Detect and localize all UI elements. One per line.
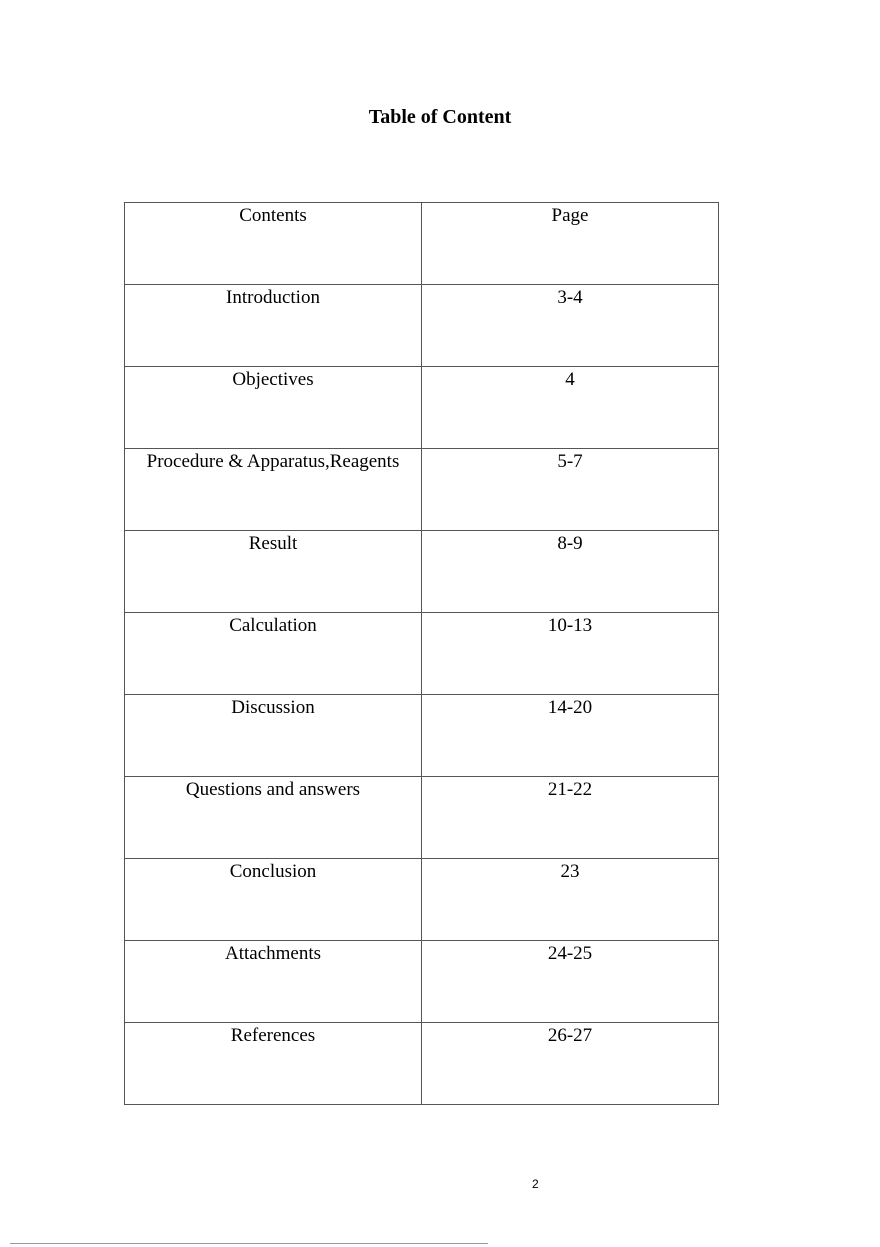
header-page: Page bbox=[422, 203, 719, 285]
toc-entry-contents: Introduction bbox=[125, 285, 422, 367]
toc-entry-contents: Calculation bbox=[125, 613, 422, 695]
table-of-contents bbox=[124, 202, 719, 1105]
toc-entry-contents: References bbox=[125, 1023, 422, 1105]
page-title: Table of Content bbox=[368, 106, 512, 128]
table-row bbox=[125, 1023, 719, 1105]
table-header-row bbox=[125, 203, 719, 285]
table-row bbox=[125, 777, 719, 859]
table-row bbox=[125, 613, 719, 695]
toc-entry-contents: Discussion bbox=[125, 695, 422, 777]
toc-entry-contents: Result bbox=[125, 531, 422, 613]
toc-entry-page: 10-13 bbox=[422, 613, 719, 695]
toc-entry-contents: Attachments bbox=[125, 941, 422, 1023]
table-row bbox=[125, 285, 719, 367]
toc-entry-page: 14-20 bbox=[422, 695, 719, 777]
toc-entry-contents: Procedure & Apparatus,Reagents bbox=[125, 449, 422, 531]
table-row bbox=[125, 859, 719, 941]
toc-entry-contents: Questions and answers bbox=[125, 777, 422, 859]
toc-entry-page: 5-7 bbox=[422, 449, 719, 531]
toc-entry-page: 21-22 bbox=[422, 777, 719, 859]
toc-entry-page: 8-9 bbox=[422, 531, 719, 613]
toc-entry-contents: Conclusion bbox=[125, 859, 422, 941]
toc-entry-contents: Objectives bbox=[125, 367, 422, 449]
table-row bbox=[125, 531, 719, 613]
table-row bbox=[125, 449, 719, 531]
page-number: 2 bbox=[532, 1177, 539, 1191]
footer-divider bbox=[10, 1243, 488, 1244]
table-row bbox=[125, 367, 719, 449]
header-contents: Contents bbox=[125, 203, 422, 285]
toc-entry-page: 4 bbox=[422, 367, 719, 449]
table-row bbox=[125, 941, 719, 1023]
table-row bbox=[125, 695, 719, 777]
toc-entry-page: 3-4 bbox=[422, 285, 719, 367]
toc-entry-page: 23 bbox=[422, 859, 719, 941]
toc-entry-page: 24-25 bbox=[422, 941, 719, 1023]
toc-entry-page: 26-27 bbox=[422, 1023, 719, 1105]
